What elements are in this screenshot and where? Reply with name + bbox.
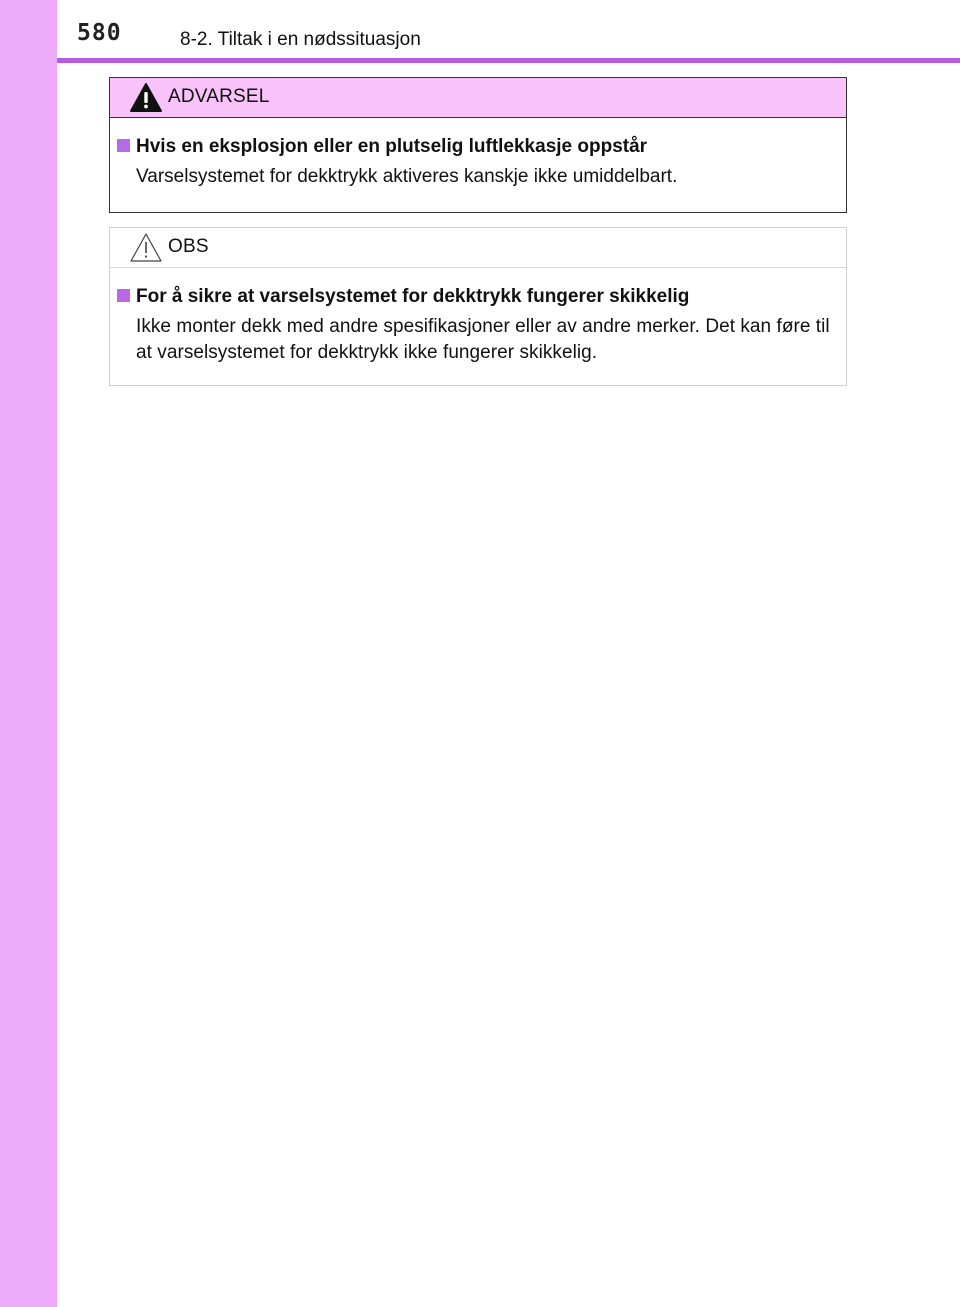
warning-item-title: Hvis en eksplosjon eller en plutselig luftlekkasje oppstår: [136, 136, 648, 157]
warning-heading: ADVARSEL: [168, 86, 270, 107]
notice-heading: OBS: [168, 236, 209, 257]
warning-item-body: Varselsystemet for dekktrykk aktiveres kanskje ikke umiddelbart.: [136, 166, 678, 187]
section-title: 8-2. Tiltak i en nødssituasjon: [180, 29, 421, 50]
header-rule: [57, 58, 960, 63]
square-bullet-icon: [117, 289, 130, 302]
notice-item: [110, 268, 846, 366]
warning-triangle-filled-icon: [129, 82, 163, 114]
warning-box: [109, 77, 847, 213]
warning-box-header: [110, 78, 846, 118]
notice-item-body: Ikke monter dekk med andre spesifikasjoner eller av andre merker. Det kan føre til at varselsystemet for dekktrykk ikke fungerer skikkelig.: [136, 316, 830, 363]
warning-triangle-outline-icon: [129, 232, 163, 264]
square-bullet-icon: [117, 139, 130, 152]
notice-box: [109, 227, 847, 386]
notice-box-header: [110, 228, 846, 268]
warning-item: [110, 118, 846, 190]
side-color-band: [0, 0, 57, 1307]
notice-item-title: For å sikre at varselsystemet for dekktrykk fungerer skikkelig: [136, 286, 690, 307]
page-number: 580: [77, 20, 122, 46]
